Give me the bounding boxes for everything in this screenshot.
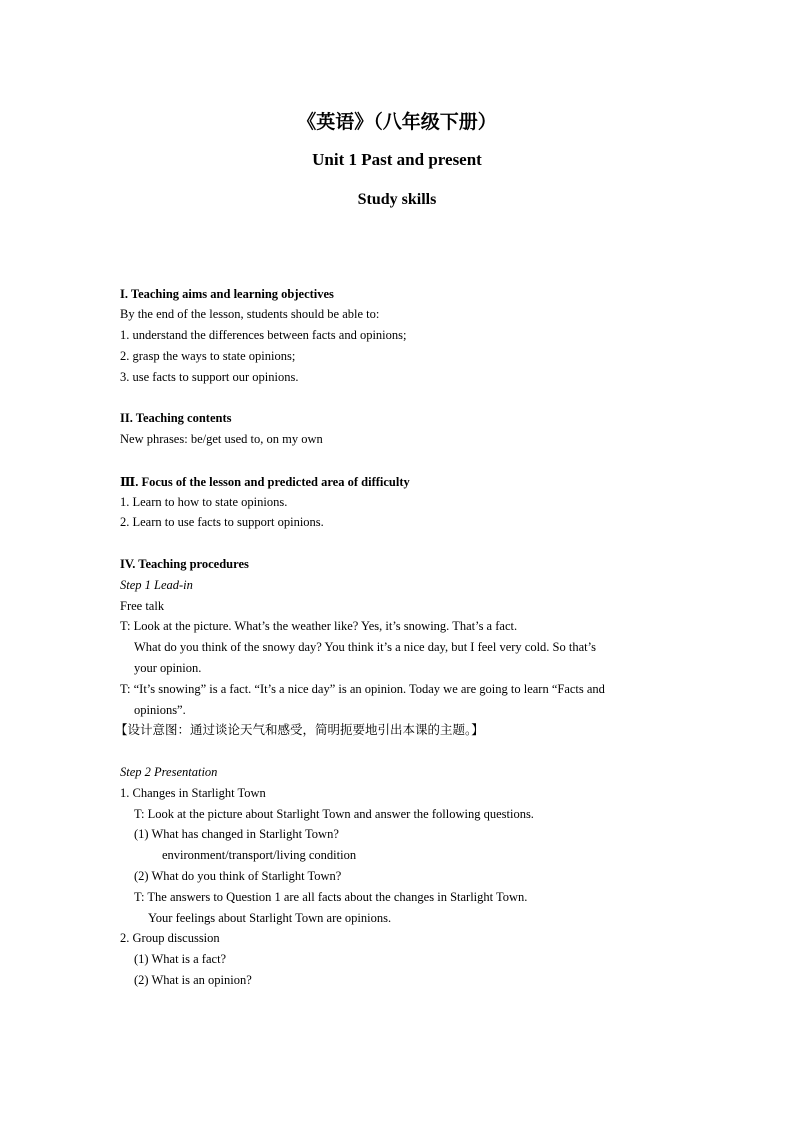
step1-line: T: “It’s snowing” is a fact. “It’s a nice day” is an opinion. Today we are going to learn “Facts and — [120, 682, 605, 696]
step2-line: (1) What is a fact? — [134, 952, 227, 966]
step2-line: environment/transport/living condition — [162, 848, 357, 862]
step1-line: opinions”. — [134, 703, 186, 717]
step2-line: (1) What has changed in Starlight Town? — [134, 827, 339, 841]
focus-heading: Ⅲ. Focus of the lesson and predicted area of difficulty — [120, 475, 410, 489]
step2-title: Step 2 Presentation — [120, 765, 218, 779]
step1-title: Step 1 Lead-in — [120, 578, 193, 592]
step1-line: Free talk — [120, 599, 165, 613]
step2-line: T: The answers to Question 1 are all facts about the changes in Starlight Town. — [134, 890, 528, 904]
contents-heading: II. Teaching contents — [120, 411, 232, 425]
step2-line: 1. Changes in Starlight Town — [120, 786, 266, 800]
unit-title: Unit 1 Past and present — [312, 150, 482, 169]
aims-item: 2. grasp the ways to state opinions; — [120, 349, 296, 363]
aims-item: 1. understand the differences between facts and opinions; — [120, 328, 407, 342]
procedures-heading: IV. Teaching procedures — [120, 557, 249, 571]
step1-line: T: Look at the picture. What’s the weather like? Yes, it’s snowing. That’s a fact. — [120, 619, 518, 633]
aims-item: 3. use facts to support our opinions. — [120, 370, 299, 384]
contents-text: New phrases: be/get used to, on my own — [120, 432, 323, 446]
step2-line: Your feelings about Starlight Town are opinions. — [148, 911, 392, 925]
step2-line: (2) What is an opinion? — [134, 973, 252, 987]
book-title: 《英语》（八年级下册） — [297, 111, 497, 133]
step2-line: 2. Group discussion — [120, 931, 220, 945]
step2-line: T: Look at the picture about Starlight Town and answer the following questions. — [134, 807, 534, 821]
section-title: Study skills — [357, 191, 437, 208]
aims-heading: I. Teaching aims and learning objectives — [120, 287, 334, 301]
design-note: 【设计意图：通过谈论天气和感受，简明扼要地引出本课的主题。】 — [115, 722, 484, 737]
focus-item: 1. Learn to how to state opinions. — [120, 495, 288, 509]
step1-line: your opinion. — [134, 661, 202, 675]
step1-line: What do you think of the snowy day? You think it’s a nice day, but I feel very cold. So that’s — [134, 640, 596, 654]
focus-item: 2. Learn to use facts to support opinions. — [120, 515, 324, 529]
step2-line: (2) What do you think of Starlight Town? — [134, 869, 342, 883]
aims-intro: By the end of the lesson, students should be able to: — [120, 307, 380, 321]
